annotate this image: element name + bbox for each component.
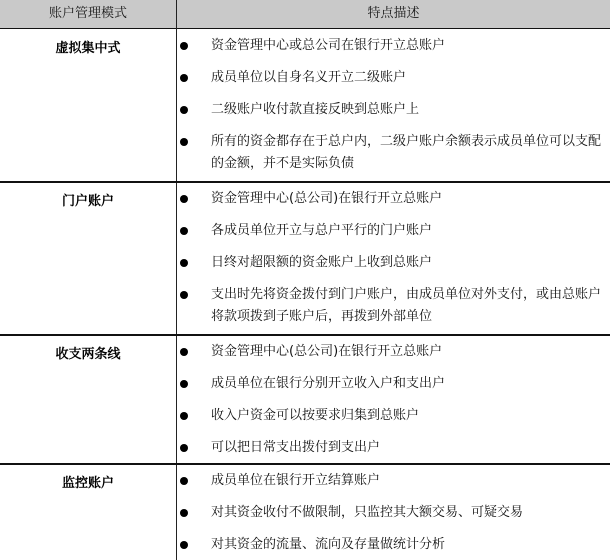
bullet-icon: [180, 541, 188, 549]
bullet-icon: [180, 138, 188, 146]
list-item: 资金管理中心(总公司)在银行开立总账户: [211, 191, 443, 206]
list-item: 可以把日常支出拨付到支出户: [211, 440, 381, 455]
header-description-column: 特点描述: [367, 6, 420, 21]
bullet-icon: [180, 412, 188, 420]
list-item: 各成员单位开立与总户平行的门户账户: [211, 223, 433, 238]
bullet-icon: [180, 227, 188, 235]
list-item: 所有的资金都存在于总户内，二级户账户余额表示成员单位可以支配的金额，并不是实际负债: [211, 134, 602, 171]
section-divider: [0, 334, 610, 336]
table-header: [0, 0, 610, 29]
bullet-icon: [180, 291, 188, 299]
bullet-icon: [180, 74, 188, 82]
bullet-icon: [180, 259, 188, 267]
section-divider: [0, 181, 610, 183]
list-item: 二级账户收付款直接反映到总账户上: [211, 102, 420, 117]
bullet-icon: [180, 348, 188, 356]
bullet-icon: [180, 477, 188, 485]
header-mode-column: 账户管理模式: [48, 6, 127, 21]
list-item: 支出时先将资金拨付到门户账户，由成员单位对外支付，或由总账户将款项拨到子账户后，再拨到外部单位: [211, 287, 602, 324]
bullet-icon: [180, 509, 188, 517]
bullet-icon: [180, 106, 188, 114]
mode-label-monitoring-account: 监控账户: [61, 476, 114, 491]
mode-label-virtual-centralized: 虚拟集中式: [55, 41, 121, 56]
list-item: 日终对超限额的资金账户上收到总账户: [211, 255, 433, 270]
list-item: 对其资金的流量、流向及存量做统计分析: [211, 537, 446, 552]
mode-label-two-lines: 收支两条线: [55, 347, 121, 362]
bullet-icon: [180, 444, 188, 452]
list-item: 成员单位在银行开立结算账户: [211, 473, 381, 488]
list-item: 收入户资金可以按要求归集到总账户: [211, 408, 420, 423]
list-item: 资金管理中心或总公司在银行开立总账户: [211, 38, 446, 53]
bullet-icon: [180, 42, 188, 50]
mode-label-portal-account: 门户账户: [61, 194, 114, 209]
bullet-icon: [180, 195, 188, 203]
list-item: 成员单位在银行分别开立收入户和支出户: [211, 376, 446, 391]
list-item: 对其资金收付不做限制，只监控其大额交易、可疑交易: [211, 505, 524, 520]
column-divider: [176, 0, 177, 560]
section-divider: [0, 463, 610, 465]
bullet-icon: [180, 380, 188, 388]
list-item: 资金管理中心(总公司)在银行开立总账户: [211, 344, 443, 359]
list-item: 成员单位以自身名义开立二级账户: [211, 70, 407, 85]
